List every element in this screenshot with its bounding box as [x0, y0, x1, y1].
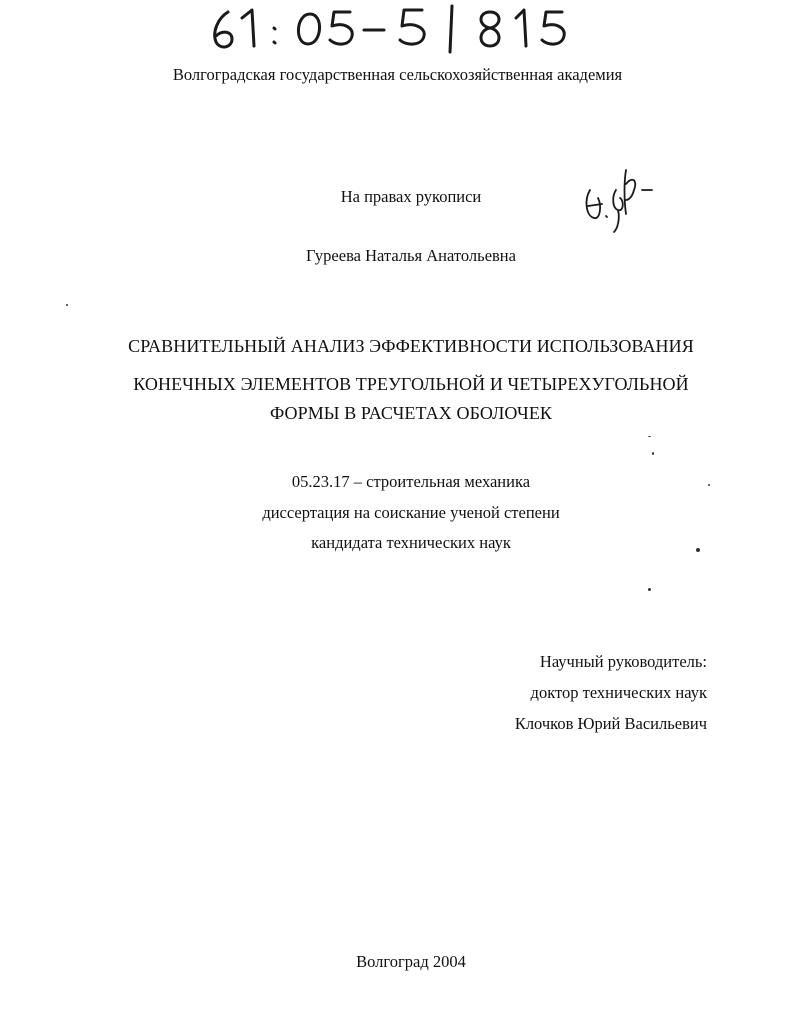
thesis-title-line: СРАВНИТЕЛЬНЫЙ АНАЛИЗ ЭФФЕКТИВНОСТИ ИСПОЛЬЗОВАНИЯ	[128, 336, 694, 356]
author-name: Гуреева Наталья Анатольевна	[306, 246, 516, 265]
thesis-title-line: ФОРМЫ В РАСЧЕТАХ ОБОЛОЧЕК	[269, 403, 553, 423]
supervisor-name: Клочков Юрий Васильевич	[514, 714, 707, 733]
degree-field: кандидата технических наук	[311, 533, 511, 552]
author-signature	[580, 160, 660, 235]
scan-speck	[648, 588, 651, 591]
scan-speck	[66, 304, 68, 306]
institution-name: Волгоградская государственная сельскохозяйственная академия	[172, 65, 623, 84]
scan-speck	[708, 484, 710, 486]
city-year: Волгоград 2004	[356, 952, 466, 971]
scan-speck	[696, 548, 700, 552]
specialty-code: 05.23.17 – строительная механика	[291, 472, 531, 491]
scan-speck	[652, 452, 654, 455]
degree-statement: диссертация на соискание ученой степени	[262, 503, 560, 522]
scan-speck	[648, 436, 651, 437]
manuscript-rights-note: На правах рукописи	[340, 187, 482, 206]
handwritten-archive-code	[200, 2, 580, 54]
supervisor-label: Научный руководитель:	[539, 652, 707, 671]
thesis-title-line: КОНЕЧНЫХ ЭЛЕМЕНТОВ ТРЕУГОЛЬНОЙ И ЧЕТЫРЕХУГОЛЬНОЙ	[133, 374, 689, 394]
supervisor-degree: доктор технических наук	[530, 683, 707, 702]
